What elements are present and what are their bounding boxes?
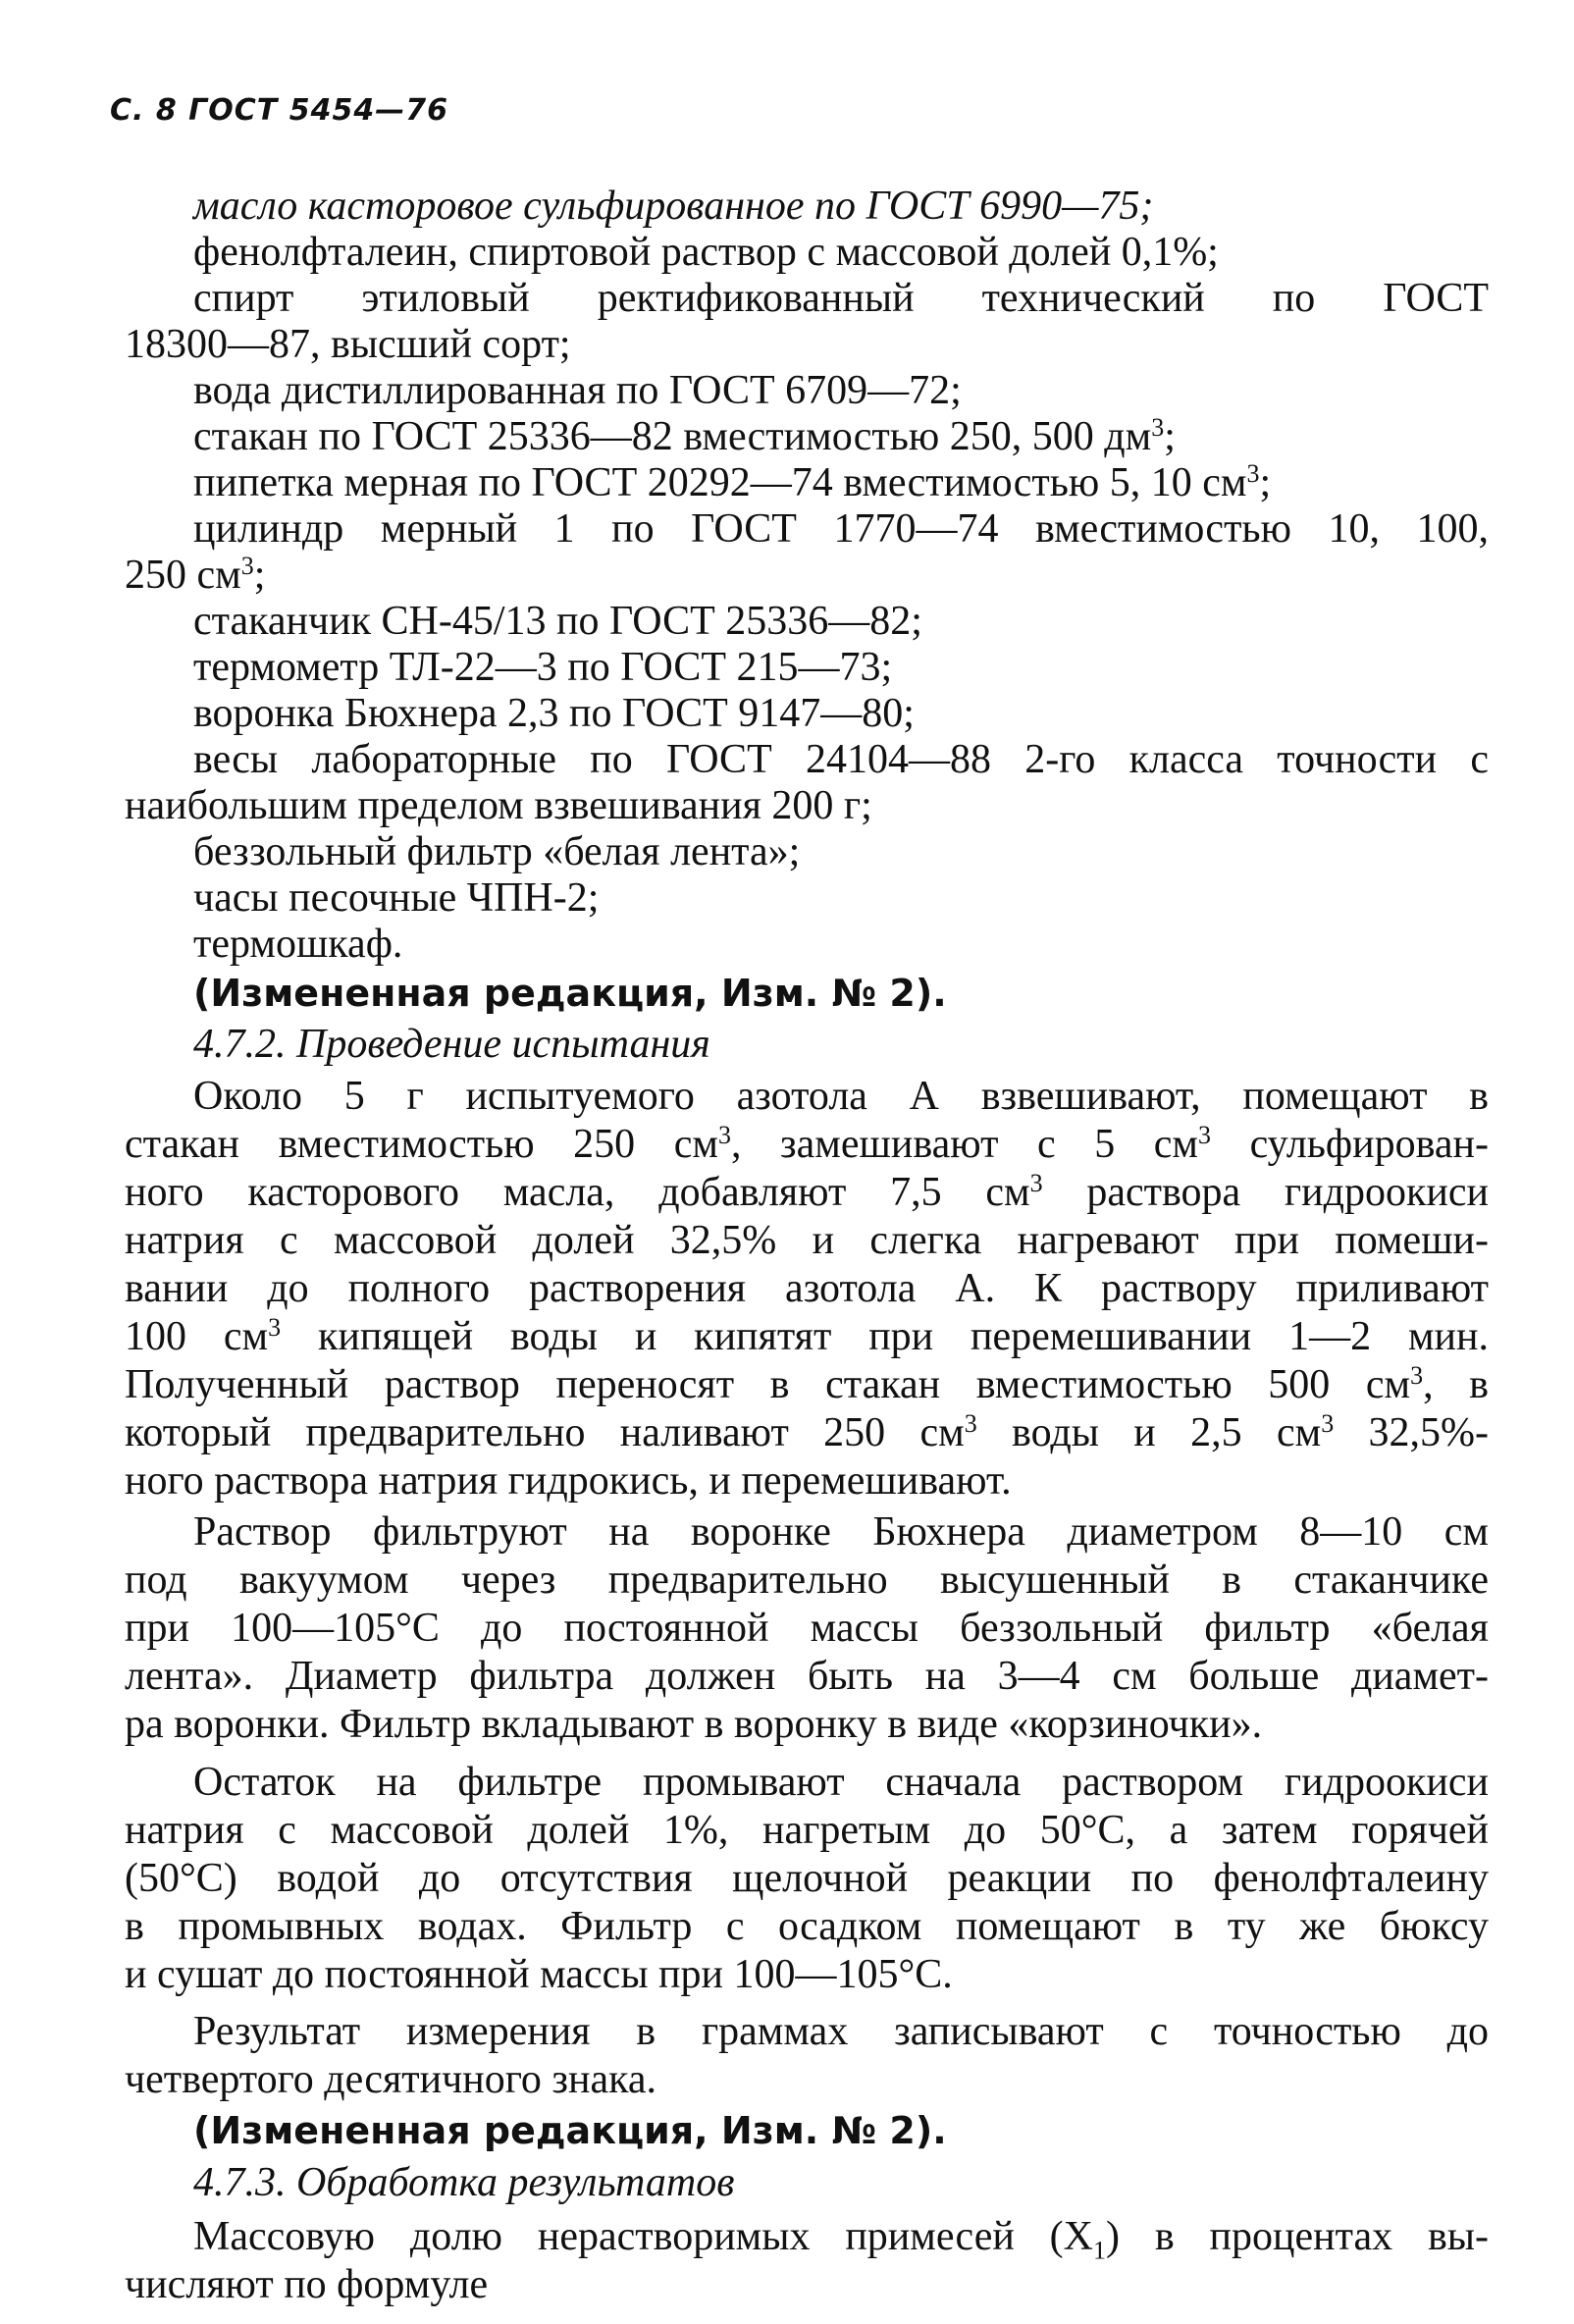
list-item: часы песочные ЧПН-2; (193, 875, 600, 921)
page-header: С. 8 ГОСТ 5454—76 (110, 93, 448, 128)
list-item: 18300—87, высший сорт; (125, 322, 571, 367)
list-item: беззольный фильтр «белая лента»; (193, 829, 801, 874)
section-heading: 4.7.2. Проведение испытания (193, 1022, 710, 1067)
change-note: (Измененная редакция, Изм. № 2). (193, 2109, 947, 2152)
list-item: вода дистиллированная по ГОСТ 6709—72; (193, 368, 962, 413)
list-item: термошкаф. (193, 922, 403, 967)
list-item: масло касторовое сульфированное по ГОСТ 6990—75; (193, 184, 1154, 229)
list-item: воронка Бюхнера 2,3 по ГОСТ 9147—80; (193, 691, 915, 736)
paragraph: Массовую долю нерастворимых примесей $(X_1)$ в процентах вы- числяют по формуле (125, 2214, 1489, 2307)
paragraph: Около 5 г испытуемого азотола А взвешивают, помещают в стакан вместимостью 250 $см^3$, замешивают с 5 $см^3$ сульфирован- ного касторового масла, добавляют 7,5 $см^3$ раствора гидроокиси натрия с массовой долей 32,5% и слегка нагревают при помеши- вании до полного растворения азотола А. К раствору приливают 100 $см^3$ кипящей воды и кипятят при перемешивании 1—2 мин. Полученный раствор переносят в стакан вместимостью 500 $см^3$, в который предварительно наливают 250 $см^3$ воды и 2,5 $см^3$ 32,5%- ного раствора натрия гидрокись, и перемешивают. (125, 1074, 1489, 1504)
list-item: пипетка мерная по ГОСТ 20292—74 вместимостью 5, 10 $см^3$; (193, 459, 1272, 505)
paragraph: Результат измерения в граммах записывают с точностью до четвертого десятичного знака. (125, 2009, 1489, 2102)
list-item: наибольшим пределом взвешивания 200 г; (125, 783, 872, 828)
list-item: фенолфталеин, спиртовой раствор с массовой долей 0,1%; (193, 230, 1219, 275)
section-heading: 4.7.3. Обработка результатов (193, 2160, 735, 2205)
list-item: 250 $см^3$; (125, 552, 266, 598)
list-item: стаканчик СН-45/13 по ГОСТ 25336—82; (193, 599, 922, 644)
list-item: стакан по ГОСТ 25336—82 вместимостью 250, 500 $дм^3$; (193, 413, 1176, 459)
change-note: (Измененная редакция, Изм. № 2). (193, 972, 947, 1015)
list-item: термометр ТЛ-22—3 по ГОСТ 215—73; (193, 645, 893, 690)
paragraph: Раствор фильтруют на воронке Бюхнера диаметром 8—10 см под вакуумом через предварительно высушенный в стаканчике при 100—105°С до постоянной массы беззольный фильтр «белая лента». Диаметр фильтра должен быть на 3—4 см больше диамет- ра воронки. Фильтр вкладывают в воронку в виде «корзиночки». (125, 1509, 1489, 1747)
list-item: спирт этиловый ректификованный технический по ГОСТ (193, 276, 1489, 321)
paragraph: Остаток на фильтре промывают сначала раствором гидроокиси натрия с массовой долей 1%, нагретым до 50°С, а затем горячей (50°С) водой до отсутствия щелочной реакции по фенолфталеину в промывных водах. Фильтр с осадком помещают в ту же бюксу и сушат до постоянной массы при 100—105°С. (125, 1760, 1489, 1997)
list-item: весы лабораторные по ГОСТ 24104—88 2-го класса точности с (193, 737, 1489, 782)
list-item: цилиндр мерный 1 по ГОСТ 1770—74 вместимостью 10, 100, (193, 506, 1489, 552)
